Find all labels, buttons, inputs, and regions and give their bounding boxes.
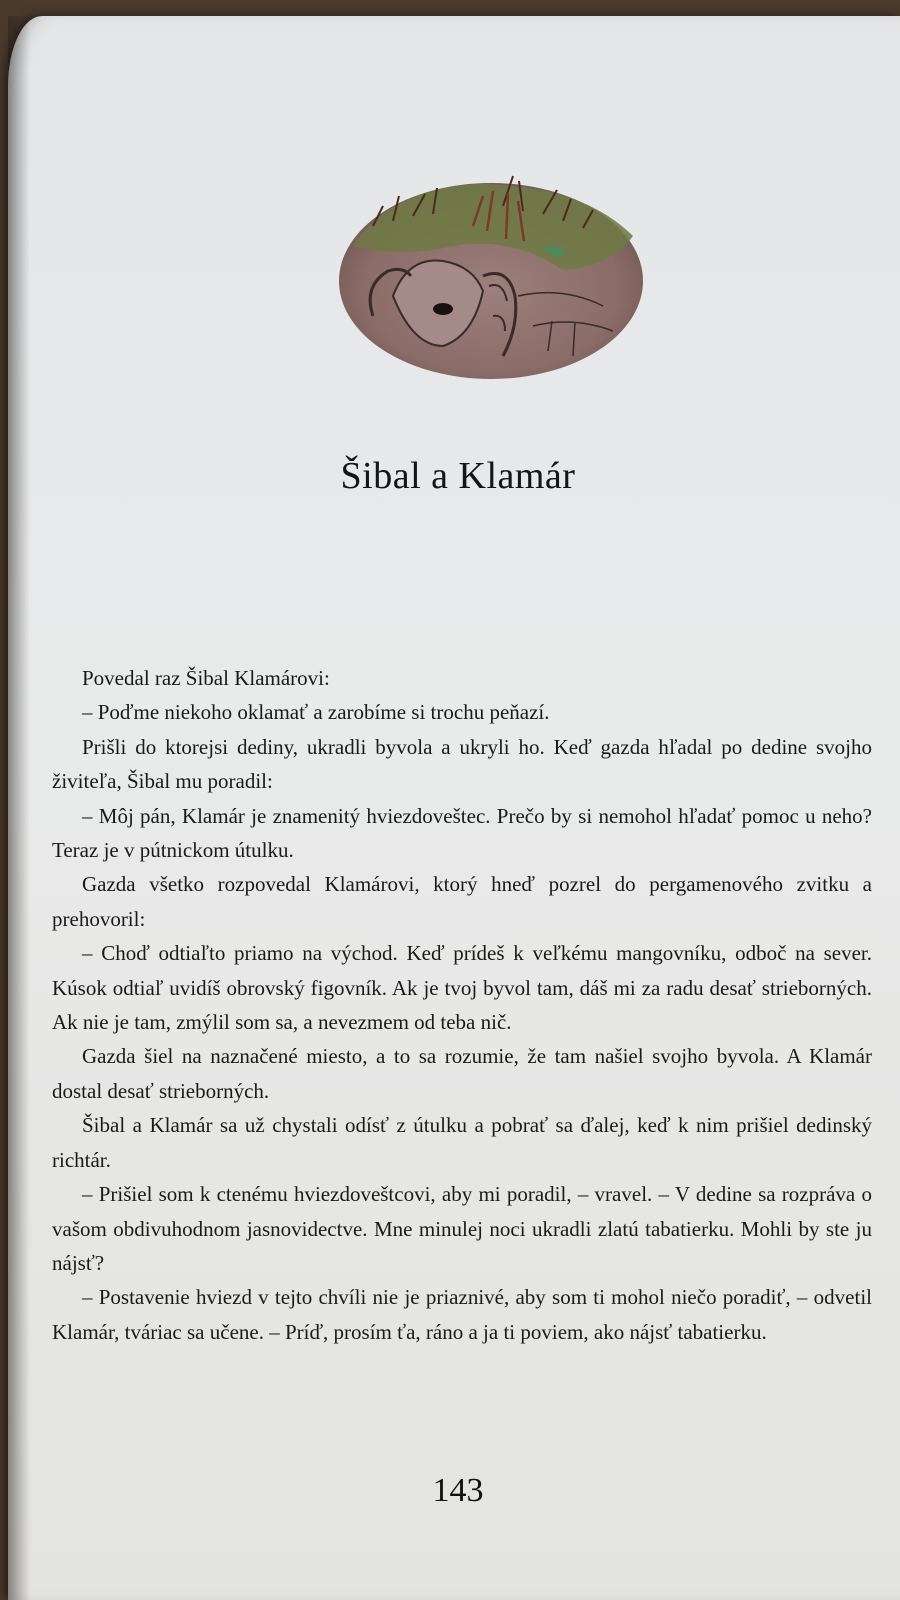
paragraph: Gazda šiel na naznačené miesto, a to sa rozumie, že tam našiel svojho byvola. A Klamár dostal desať strieborných. <box>52 1044 872 1103</box>
paragraph: – Choď odtiaľto priamo na východ. Keď prídeš k veľkému mangovníku, odboč na sever. Kúsok odtiaľ uvidíš obrovský figovník. Ak je tvoj byvol tam, dáš mi za radu desať strieborných. Ak nie je tam, zmýlil som sa, a nevezmem od teba nič. <box>52 941 872 1035</box>
book-page <box>8 16 900 1600</box>
page-number: 143 <box>432 1472 484 1509</box>
buffalo-illustration <box>333 166 655 396</box>
paragraph: – Postavenie hviezd v tejto chvíli nie je priaznivé, aby som ti mohol niečo poradiť, – odvetil Klamár, tváriac sa učene. – Príď, prosím ťa, ráno a ja ti poviem, ako nájsť tabatierku. <box>52 1285 872 1344</box>
paragraph: Gazda všetko rozpovedal Klamárovi, ktorý hneď pozrel do pergamenového zvitku a prehovoril: <box>52 872 872 931</box>
paragraph: Povedal raz Šibal Klamárovi: <box>82 666 330 690</box>
paragraph: – Prišiel som k ctenému hviezdoveštcovi, aby mi poradil, – vravel. – V dedine sa rozpráva o vašom obdivuhodnom jasnovidectve. Mne minulej noci ukradli zlatú tabatierku. Mohli by ste ju nájsť? <box>52 1182 872 1275</box>
paragraph: – Poďme niekoho oklamať a zarobíme si trochu peňazí. <box>82 700 550 725</box>
paragraph: Prišli do ktorejsi dediny, ukradli byvola a ukryli ho. Keď gazda hľadal po dedine svojho živiteľa, Šibal mu poradil: <box>52 734 872 794</box>
story-body <box>52 661 872 1349</box>
paragraph: Šibal a Klamár sa už chystali odísť z útulku a pobrať sa ďalej, keď k nim prišiel dedinský richtár. <box>52 1113 872 1172</box>
paragraph: – Môj pán, Klamár je znamenitý hviezdoveštec. Prečo by si nemohol hľadať pomoc u neho? Teraz je v pútnickom útulku. <box>52 803 872 863</box>
page-edge-shadow <box>8 16 30 1600</box>
story-title: Šibal a Klamár <box>340 455 576 497</box>
